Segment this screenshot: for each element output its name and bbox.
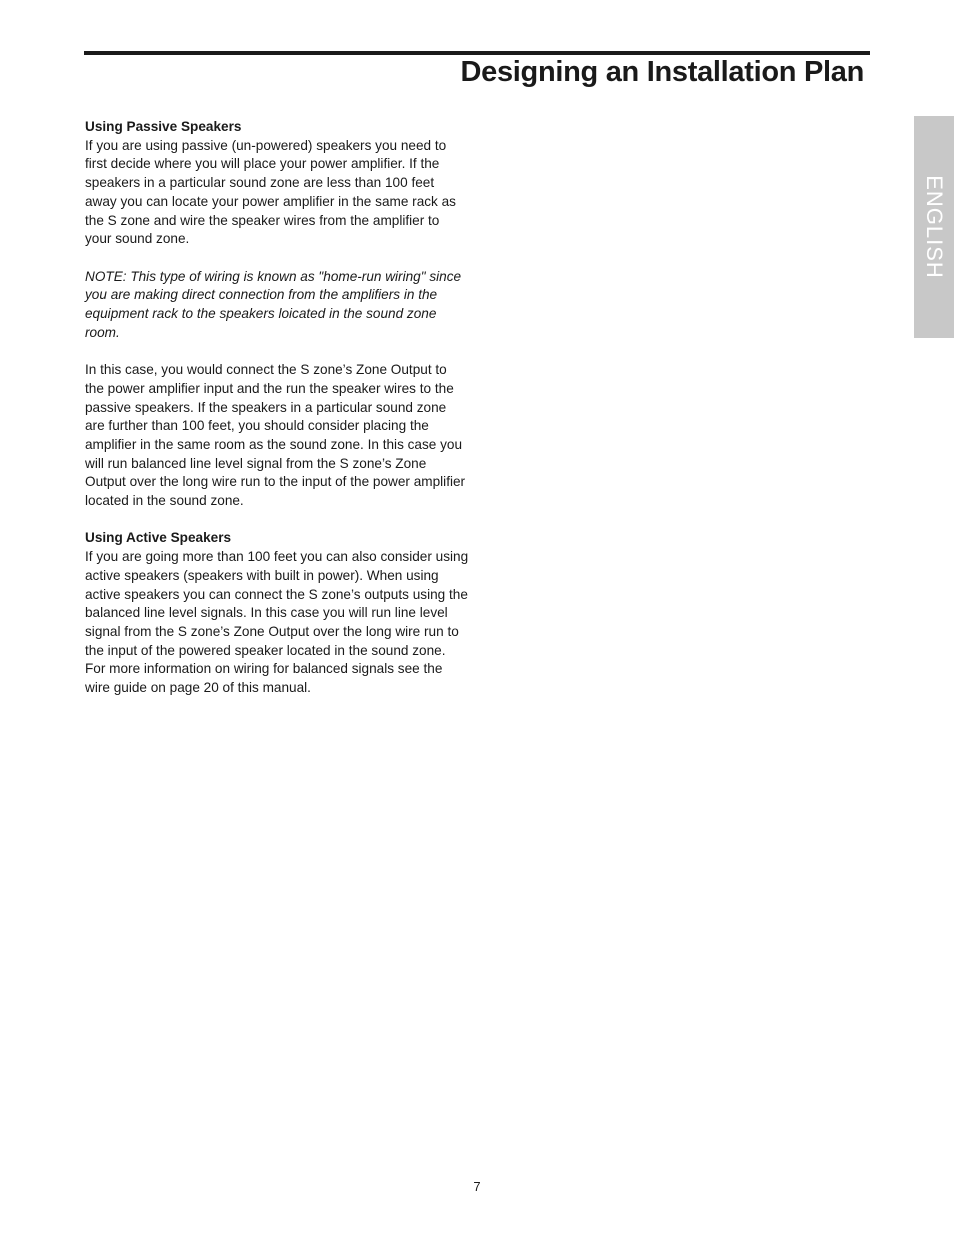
section-heading-passive: Using Passive Speakers [85,119,242,134]
main-content [85,118,469,698]
header-rule [84,51,870,55]
paragraph-active-body: If you are going more than 100 feet you can also consider using active speakers (speakers with built in power). When using active speakers you can connect the S zone’s outputs using the balanced line level signals. In this case you will run line level signal from the S zone’s Zone Output over the long wire run to the input of the powered speaker located in the sound zone. For more information on wiring for balanced signals see the wire guide on page 20 of this manual. [85,549,469,696]
paragraph-passive-followup: In this case, you would connect the S zone’s Zone Output to the power amplifier input and the run the speaker wires to the passive speakers. If the speakers in a particular sound zone are further than 100 feet, you should consider placing the amplifier in the same room as the sound zone. In this case you will run balanced line level signal from the S zone’s Zone Output over the long wire run to the input of the power amplifier located in the sound zone. [85,362,466,509]
section-heading-active: Using Active Speakers [85,530,232,546]
page-title: Designing an Installation Plan [460,56,864,88]
page-number: 7 [473,1179,481,1194]
language-tab [914,116,954,338]
paragraph-passive-note: NOTE: This type of wiring is known as "home-run wiring" since you are making direct connection from the amplifiers in the equipment rack to the speakers loicated in the sound zone room. [85,268,462,340]
paragraph-passive-intro: If you are using passive (un-powered) speakers you need to first decide where you will place your power amplifier. If the speakers in a particular sound zone are less than 100 feet away you can locate your power amplifier in the same rack as the S zone and wire the speaker wires from the amplifier to your sound zone. [85,137,456,247]
language-tab-label: ENGLISH [922,175,947,279]
